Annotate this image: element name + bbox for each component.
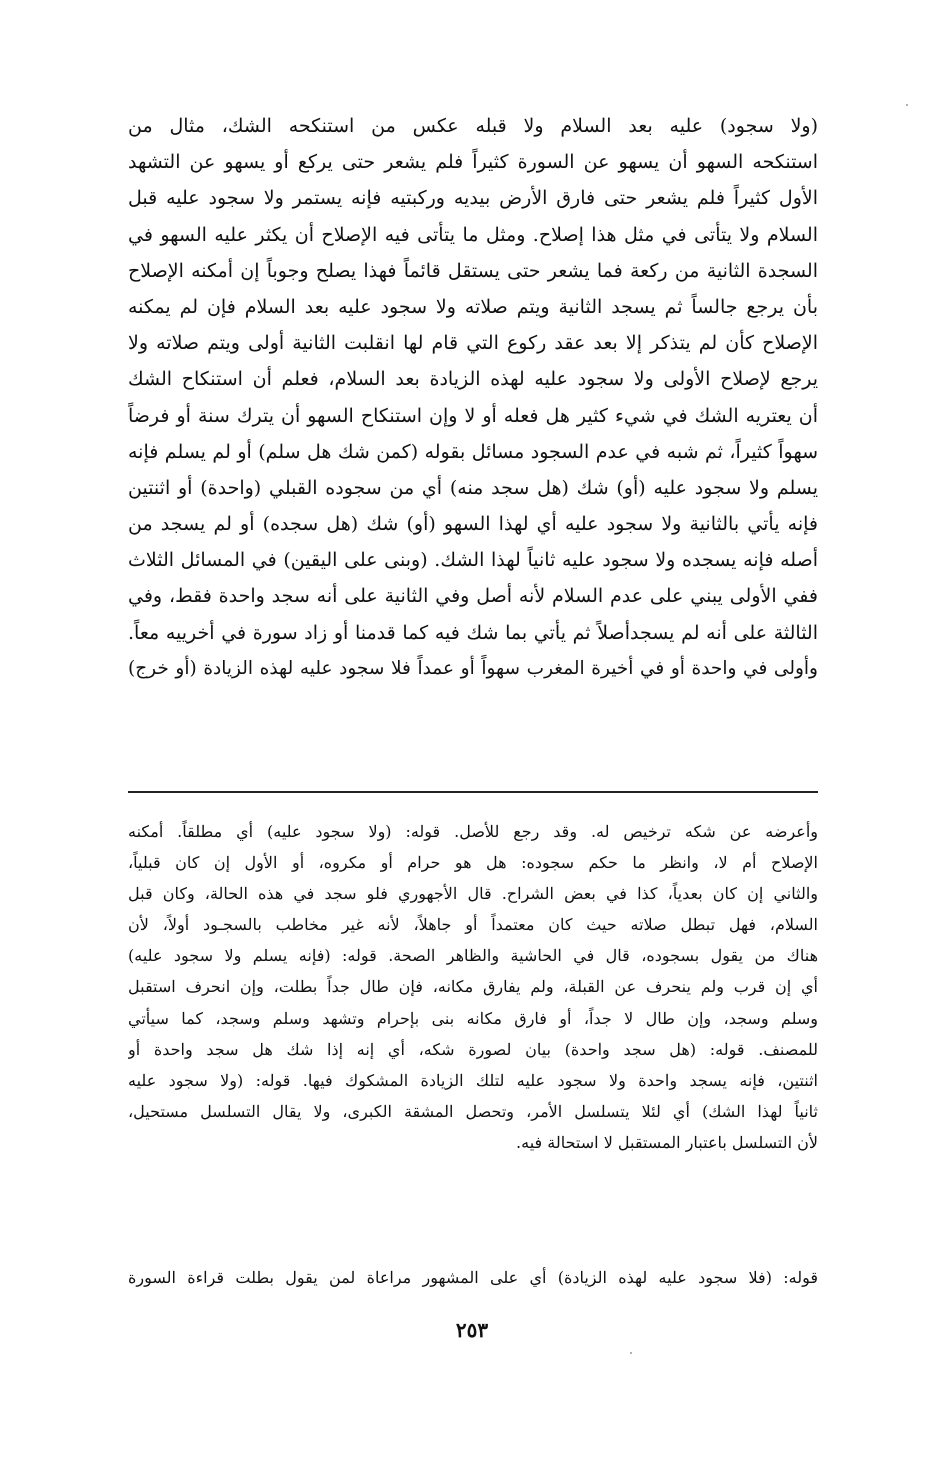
commentary-line: ثانياً لهذا الشك) أي لئلا يتسلسل الأمر، وتحصل المشقة الكبرى، ولا يقال التسلسل مستحيل، (128, 1101, 818, 1121)
main-text-line: يرجع لإصلاح الأولى ولا سجود عليه لهذه الزيادة بعد السلام، فعلم أن استنكاح الشك (128, 368, 818, 391)
main-text-line: استنكحه السهو أن يسهو عن السورة كثيراً فلم يشعر حتى يركع أو يسهو عن التشهد (128, 151, 818, 174)
commentary-block (128, 816, 818, 1158)
commentary-line: والثاني إن كان بعدياً، كذا في بعض الشراح. قال الأجهوري فلو سجد في هذه الحالة، وكان قبل (128, 884, 818, 904)
next-commentary-block (128, 1262, 818, 1293)
commentary-line: لأن التسلسل باعتبار المستقبل لا استحالة فيه. (516, 1132, 818, 1152)
commentary-line: السلام، فهل تبطل صلاته حيث كان معتمداً أو جاهلاً، لأنه غير مخاطب بالسجـود أولاً، لأن (128, 915, 818, 935)
commentary-line: وأعرضه عن شكه ترخيص له. وقد رجع للأصل. قوله: (ولا سجود عليه) أي مطلقاً. أمكنه (128, 822, 818, 841)
main-text-line: الإصلاح كأن لم يتذكر إلا بعد عقد ركوع التي قام لها انقلبت الثانية أولى ويتم صلاته ولا (128, 332, 818, 355)
page-number: ٢٥٣ (455, 1318, 489, 1342)
main-text-block (128, 108, 818, 687)
scan-speck (630, 1352, 632, 1354)
commentary-line: قوله: (فلا سجود عليه لهذه الزيادة) أي على المشهور مراعاة لمن يقول بطلت قراءة السورة (128, 1268, 818, 1287)
main-text-line: يسلم ولا سجود عليه (أو) شك (هل سجد منه) أي من سجوده القبلي (واحدة) أو اثنتين (128, 476, 818, 499)
commentary-line: للمصنف. قوله: (هل سجد واحدة) بيان لصورة شكه، أي إنه إذا شك هل سجد واحدة أو (128, 1039, 818, 1059)
commentary-line: الإصلاح أم لا، وانظر ما حكم سجوده: هل هو حرام أو مكروه، أو الأول إن كان قبلياً، (128, 853, 818, 873)
main-text-line: الثالثة على أنه لم يسجدأصلاً ثم يأتي بما شك فيه كما قدمنا أو زاد سورة في أخرييه معاً. (128, 621, 818, 644)
main-text-line: سهواً كثيراً، ثم شبه في عدم السجود مسائل بقوله (كمن شك هل سلم) أو لم يسلم فإنه (128, 440, 818, 463)
main-text-line: السلام ولا يتأتى في مثل هذا إصلاح. ومثل ما يتأتى فيه الإصلاح أن يكثر عليه السهو في (128, 223, 818, 246)
main-text-line: أصله فإنه يسجده ولا سجود عليه ثانياً لهذا الشك. (وبنى على اليقين) في المسائل الثلاث (128, 549, 818, 572)
main-text-line: أن يعتريه الشك في شيء كثير هل فعله أو لا وإن استنكاح السهو أن يترك سنة أو فرضاً (128, 404, 818, 427)
main-text-line: السجدة الثانية من ركعة فما يشعر حتى يستقل قائماً فهذا يصلح وجوباً إن أمكنه الإصلاح (128, 259, 818, 282)
commentary-line: أي إن قرب ولم ينحرف عن القبلة، ولم يفارق مكانه، فإن طال جداً بطلت، وإن انحرف استقبل (128, 977, 818, 997)
main-text-line: وأولى في واحدة أو في أخيرة المغرب سهواً أو عمداً فلا سجود عليه لهذه الزيادة (أو خرج) (128, 657, 818, 679)
main-text-line: فإنه يأتي بالثانية ولا سجود عليه أي لهذا السهو (أو) شك (هل سجده) أو لم يسجد من (128, 513, 818, 536)
commentary-line: وسلم وسجد، وإن طال لا جداً، أو فارق مكانه بنى بإحرام وتشهد وسلم وسجد، كما سيأتي (128, 1008, 818, 1028)
commentary-line: اثنتين، فإنه يسجد واحدة ولا سجود عليه لتلك الزيادة المشكوك فيها. قوله: (ولا سجود عليه (128, 1070, 818, 1090)
main-text-line: ففي الأولى يبني على عدم السلام لأنه أصل وفي الثانية على أنه سجد واحدة فقط، وفي (128, 585, 818, 608)
footnote-separator-rule (128, 791, 818, 793)
main-text-line: بأن يرجع جالساً ثم يسجد الثانية ويتم صلاته ولا سجود عليه بعد السلام فإن لم يمكنه (128, 295, 818, 318)
commentary-line: هناك من يقول بسجوده، قال في الحاشية والظاهر الصحة. قوله: (فإنه يسلم ولا سجود عليه) (128, 946, 818, 966)
scan-speck (906, 104, 908, 106)
main-text-line: الأول كثيراً فلم يشعر حتى فارق الأرض بيديه وركبتيه فإنه يستمر ولا سجود عليه قبل (128, 187, 818, 210)
main-text-line: (ولا سجود) عليه بعد السلام ولا قبله عكس من استنكحه الشك، مثال من (128, 115, 818, 137)
